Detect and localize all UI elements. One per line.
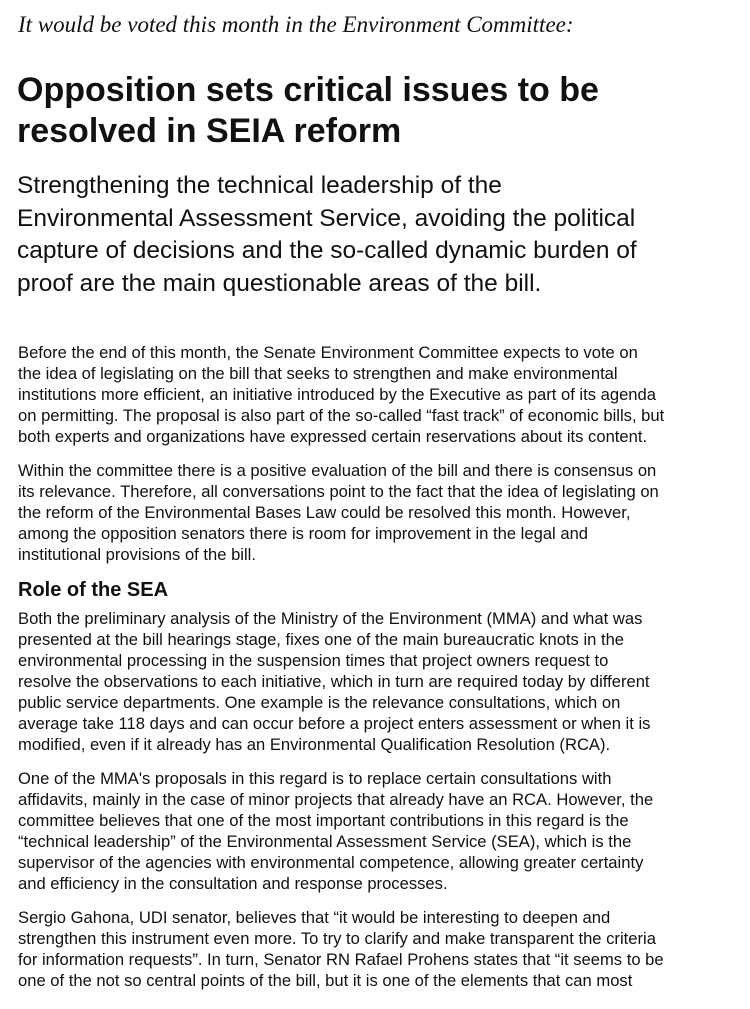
paragraph-line: institutions more efficient, an initiative introduced by the Executive as part of its agenda [18,385,656,404]
article-title [17,70,599,152]
paragraph-line: among the opposition senators there is room for improvement in the legal and [18,524,589,543]
article-kicker: It would be voted this month in the Environment Committee: [18,12,574,37]
title-line: Opposition sets critical issues to be [17,71,599,109]
article-subtitle [17,170,637,300]
paragraph-line: modified, even if it already has an Environmental Qualification Resolution (RCA). [18,735,611,754]
paragraph-line: the idea of legislating on the bill that seeks to strengthen and make environmental [18,364,618,383]
subtitle-line: capture of decisions and the so-called dynamic burden of [17,237,637,264]
paragraph-line: Both the preliminary analysis of the Ministry of the Environment (MMA) and what was [18,609,643,628]
paragraph-line: affidavits, mainly in the case of minor projects that already have an RCA. However, the [18,790,654,809]
subtitle-line: Environmental Assessment Service, avoiding the political [17,204,636,232]
paragraph-line: One of the MMA's proposals in this regard is to replace certain consultations with [18,769,612,788]
paragraph [18,907,664,991]
subtitle-line: Strengthening the technical leadership of the [17,172,502,199]
paragraph-line: Before the end of this month, the Senate Environment Committee expects to vote on [18,343,638,362]
paragraph-line: average take 118 days and can occur before a project enters assessment or when it is [18,714,651,733]
paragraph-line: strengthen this instrument even more. To try to clarify and make transparent the criteria [18,929,656,948]
paragraph-line: “technical leadership” of the Environmental Assessment Service (SEA), which is the [18,832,632,851]
intro-paragraphs [18,342,664,565]
paragraph-line: both experts and organizations have expressed certain reservations about its content. [18,427,648,446]
paragraph-line: public service departments. One example is the relevance consultations, which on [18,693,621,712]
paragraph-line: and efficiency in the consultation and response processes. [18,874,448,893]
paragraph-line: the reform of the Environmental Bases Law could be resolved this month. However, [18,503,631,522]
article-body [18,342,664,1004]
paragraph-line: supervisor of the agencies with environmental competence, allowing greater certainty [18,853,644,872]
section-paragraphs [18,608,664,991]
subtitle-line: proof are the main questionable areas of the bill. [17,269,542,297]
paragraph-line: Sergio Gahona, UDI senator, believes that “it would be interesting to deepen and [18,908,611,927]
paragraph-line: its relevance. Therefore, all conversations point to the fact that the idea of legislating on [18,482,659,501]
paragraph [18,608,664,755]
paragraph-line: institutional provisions of the bill. [18,545,256,564]
title-line: resolved in SEIA reform [17,112,402,150]
paragraph-line: presented at the bill hearings stage, fixes one of the main bureaucratic knots in the [18,630,625,649]
paragraph-line: Within the committee there is a positive evaluation of the bill and there is consensus on [18,461,657,480]
paragraph-line: one of the not so central points of the bill, but it is one of the elements that can most [18,971,633,990]
paragraph-line: resolve the observations to each initiative, which in turn are required today by different [18,672,650,691]
section-heading: Role of the SEA [18,579,169,601]
paragraph-line: environmental processing in the suspension times that project owners request to [18,651,609,670]
paragraph-line: on permitting. The proposal is also part of the so-called “fast track” of economic bills, but [18,406,665,425]
paragraph [18,768,664,894]
paragraph-line: committee believes that one of the most important contributions in this regard is the [18,811,629,830]
paragraph [18,460,664,565]
paragraph-line: for information requests”. In turn, Senator RN Rafael Prohens states that “it seems to be [18,950,664,969]
paragraph [18,342,664,447]
